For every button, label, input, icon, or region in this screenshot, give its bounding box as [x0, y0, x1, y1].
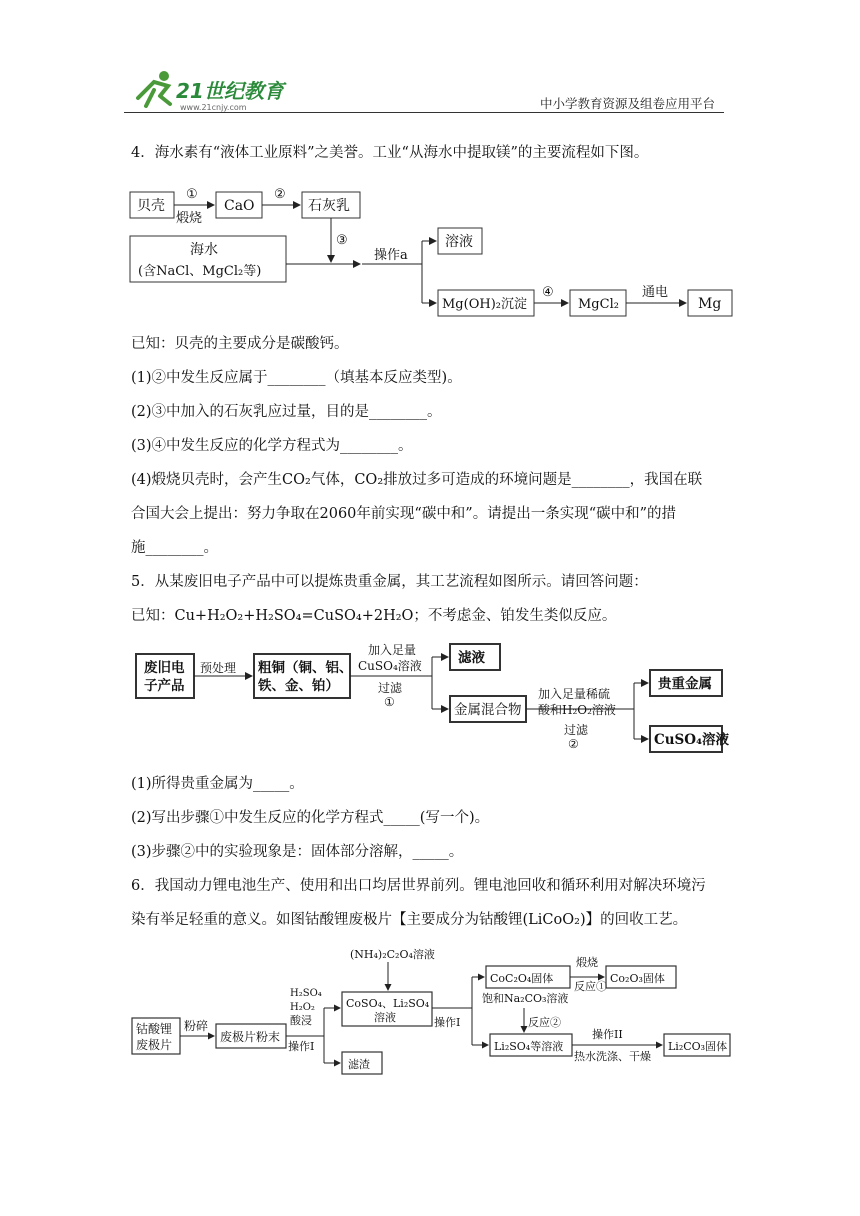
step2-circle: ② — [568, 737, 579, 751]
q5-sub3: (3)步骤②中的实验现象是：固体部分溶解，_____。 — [131, 844, 464, 860]
waste-label-2: 子产品 — [144, 678, 185, 694]
q6-intro1: 6．我国动力锂电池生产、使用和出口均居世界前列。锂电池回收和循环利用对解决环境污 — [131, 878, 706, 894]
filter1-label: 过滤 — [378, 681, 403, 695]
step1-label: ① — [186, 187, 198, 202]
nh4-label: (NH₄)₂C₂O₄溶液 — [350, 948, 435, 961]
op2-label: 操作II — [592, 1028, 623, 1041]
runner-icon — [138, 71, 170, 106]
step4-label: ④ — [542, 285, 554, 300]
q6-flowchart — [130, 948, 735, 1078]
powder-label: 废极片粉末 — [220, 1030, 281, 1044]
q4-sub3: (3)④中发生反应的化学方程式为________。 — [131, 438, 413, 454]
op-a-label: 操作a — [374, 248, 408, 263]
wash-label: 热水洗涤、干燥 — [574, 1050, 651, 1063]
crush-label: 粉碎 — [184, 1019, 209, 1033]
reaction2-label: 反应② — [528, 1016, 561, 1029]
na2co3-label: 饱和Na₂CO₃溶液 — [482, 992, 569, 1005]
q4-sub4c: 施________。 — [131, 540, 218, 556]
q5-known: 已知：Cu+H₂O₂+H₂SO₄=CuSO₄+2H₂O；不考虑金、铂发生类似反应。 — [131, 608, 617, 624]
acid-label: 酸浸 — [290, 1014, 312, 1027]
mg-label: Mg — [698, 296, 722, 312]
co2o3-label: Co₂O₃固体 — [610, 972, 665, 985]
op1-label-a: 操作I — [288, 1040, 315, 1053]
precious-label: 贵重金属 — [658, 676, 712, 692]
h2o2-label: H₂O₂ — [290, 1002, 315, 1013]
logo-subtext: www.21cnjy.com — [180, 103, 247, 112]
add-acid-2: 酸和H₂O₂溶液 — [538, 703, 616, 717]
q5-sub2: (2)写出步骤①中发生反应的化学方程式_____(写一个)。 — [131, 810, 490, 826]
shell-label: 贝壳 — [137, 198, 165, 214]
solution-label: 溶液 — [445, 234, 473, 250]
step3-label: ③ — [336, 233, 348, 248]
calcine-label: 煅烧 — [576, 956, 598, 969]
h2so4-label: H₂SO₄ — [290, 988, 322, 999]
header-rule — [124, 112, 724, 113]
seawater-note: (含NaCl、MgCl₂等) — [138, 264, 262, 279]
q6-intro2: 染有举足轻重的意义。如图钴酸锂废极片【主要成分为钴酸锂(LiCoO₂)】的回收工艺。 — [131, 912, 688, 928]
mgoh2-label: Mg(OH)₂沉淀 — [442, 297, 527, 312]
op1-label-b: 操作I — [434, 1016, 461, 1029]
platform-name: 中小学教育资源及组卷应用平台 — [540, 96, 716, 111]
q4-known: 已知：贝壳的主要成分是碳酸钙。 — [131, 336, 349, 352]
li2co3-label: Li₂CO₃固体 — [668, 1040, 728, 1053]
q4-sub4a: (4)煅烧贝壳时，会产生CO₂气体，CO₂排放过多可造成的环境问题是________，我国在联 — [131, 472, 703, 488]
cuso4-label: CuSO₄溶液 — [654, 732, 729, 748]
step1-circle: ① — [384, 695, 395, 709]
q4-intro: 4．海水素有“液体工业原料”之美誉。工业“从海水中提取镁”的主要流程如下图。 — [131, 145, 649, 161]
limemilk-label: 石灰乳 — [308, 198, 350, 214]
add-acid-1: 加入足量稀硫 — [538, 687, 611, 701]
step2-label: ② — [274, 187, 286, 202]
q4-sub4b: 合国大会上提出：努力争取在2060年前实现“碳中和”。请提出一条实现“碳中和”的措 — [131, 506, 677, 522]
reaction1-label: 反应① — [574, 980, 607, 993]
q4-sub1: (1)②中发生反应属于________（填基本反应类型)。 — [131, 370, 462, 386]
seawater-label: 海水 — [190, 242, 218, 258]
calcine-label: 煅烧 — [176, 211, 203, 226]
coso4-sol-label: 溶液 — [374, 1011, 396, 1024]
li2so4-label: Li₂SO₄等溶液 — [494, 1040, 564, 1053]
q4-sub2: (2)③中加入的石灰乳应过量，目的是________。 — [131, 404, 442, 420]
q5-intro: 5．从某废旧电子产品中可以提炼贵重金属，其工艺流程如图所示。请回答问题： — [131, 574, 648, 590]
add-cuso4-1: 加入足量 — [368, 643, 417, 657]
mgcl2-label: MgCl₂ — [578, 297, 619, 312]
pretreat-label: 预处理 — [200, 661, 237, 675]
licoo-label-2: 废极片 — [136, 1038, 173, 1052]
electrolysis-label: 通电 — [642, 285, 669, 300]
coc2o4-label: CoC₂O₄固体 — [490, 972, 554, 985]
site-logo — [124, 68, 294, 112]
q4-flowchart — [128, 180, 738, 320]
metal-mix-label: 金属混合物 — [454, 702, 522, 718]
logo-text: 21世纪教育 — [176, 79, 284, 103]
waste-label-1: 废旧电 — [144, 660, 185, 676]
coso4-label: CoSO₄、Li₂SO₄ — [346, 997, 430, 1010]
cao-label: CaO — [224, 198, 255, 214]
licoo-label-1: 钴酸锂 — [136, 1022, 173, 1036]
q5-flowchart — [132, 640, 732, 756]
filter2-label: 过滤 — [564, 723, 589, 737]
filtrate-label: 滤液 — [458, 650, 485, 666]
add-cuso4-2: CuSO₄溶液 — [358, 659, 422, 673]
q5-sub1: (1)所得贵重金属为_____。 — [131, 776, 304, 792]
crude-label-1: 粗铜（铜、铝、 — [258, 660, 353, 676]
crude-label-2: 铁、金、铂） — [258, 678, 339, 694]
residue-label: 滤渣 — [348, 1058, 370, 1071]
